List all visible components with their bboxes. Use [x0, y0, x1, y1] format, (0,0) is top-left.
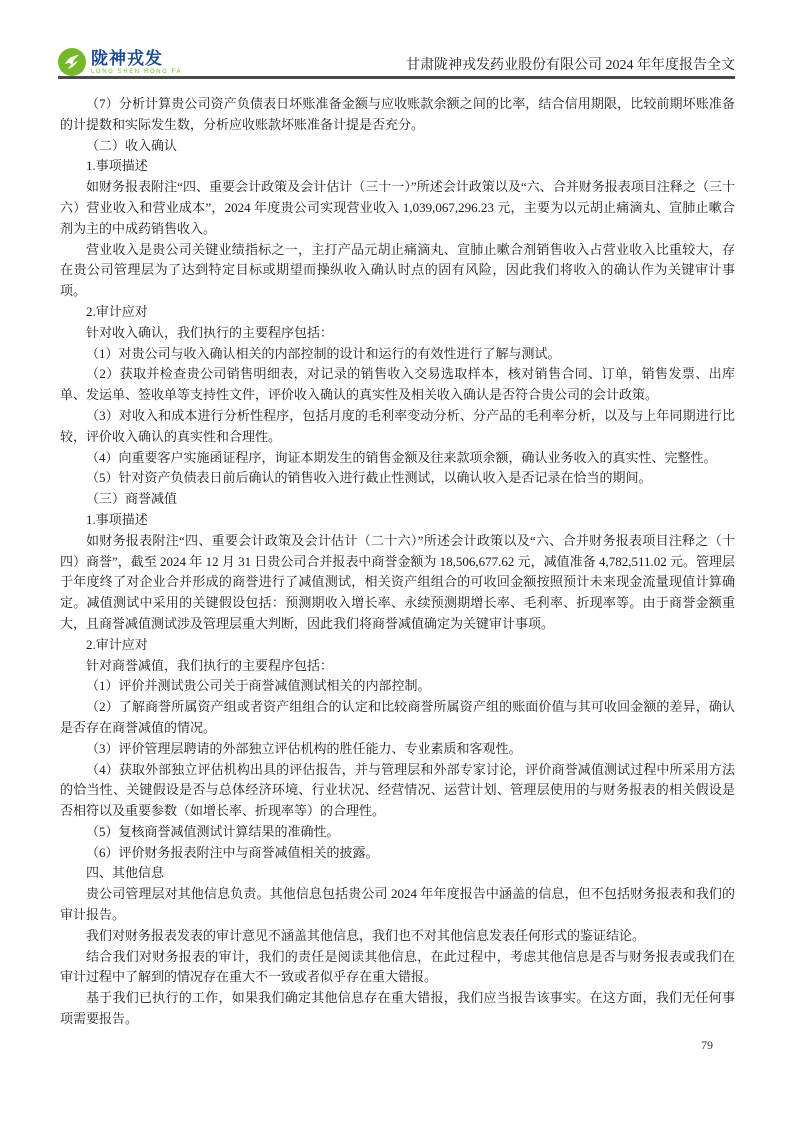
paragraph: （3）评价管理层聘请的外部独立评估机构的胜任能力、专业素质和客观性。 — [86, 740, 522, 756]
paragraph: （二）收入确认 — [86, 137, 178, 153]
paragraph: 针对商誉减值，我们执行的主要程序包括： — [86, 657, 334, 673]
paragraph: 营业收入是贵公司关键业绩指标之一，主打产品元胡止痛滴丸、宣肺止嗽合剂销售收入占营业收入比重较大，存在贵公司管理层为了达到特定目标或期望而操纵收入确认时点的固有风险，因此我们将收入的确认作为关键审计事项。 — [60, 241, 735, 299]
report-title: 甘肃陇神戎发药业股份有限公司 2024 年年度报告全文 — [406, 58, 735, 73]
company-logo — [58, 48, 182, 76]
document-body — [60, 94, 735, 1030]
paragraph: （3）对收入和成本进行分析性程序，包括月度的毛利率变动分析、分产品的毛利率分析，以及与上年同期进行比较，评价收入确认的真实性和合理性。 — [60, 407, 735, 444]
logo-text — [91, 50, 182, 75]
paragraph: （5）复核商誉减值测试计算结果的准确性。 — [86, 823, 340, 839]
paragraph: （2）获取并检查贵公司销售明细表，对记录的销售收入交易选取样本，核对销售合同、订单，销售发票、出库单、发运单、签收单等支持性文件，评价收入确认的真实性及相关收入确认是否符合贵公司的会计政策。 — [60, 366, 735, 403]
paragraph: 贵公司管理层对其他信息负责。其他信息包括贵公司 2024 年年度报告中涵盖的信息，但不包括财务报表和我们的审计报告。 — [60, 886, 735, 923]
paragraph: 结合我们对财务报表的审计，我们的责任是阅读其他信息，在此过程中，考虑其他信息是否与财务报表或我们在审计过程中了解到的情况存在重大不一致或者似乎存在重大错报。 — [60, 948, 735, 985]
paragraph: （1）对贵公司与收入确认相关的内部控制的设计和运行的有效性进行了解与测试。 — [86, 345, 561, 361]
paragraph: （6）评价财务报表附注中与商誉减值相关的披露。 — [86, 844, 379, 860]
paragraph: （2）了解商誉所属资产组或者资产组组合的认定和比较商誉所属资产组的账面价值与其可收回金额的差异，确认是否存在商誉减值的情况。 — [60, 699, 735, 735]
logo-name-cn: 陇神戎发 — [91, 48, 163, 68]
paragraph: （三）商誉减值 — [86, 491, 178, 507]
paragraph: 2.审计应对 — [86, 303, 148, 319]
paragraph: 1.事项描述 — [86, 158, 148, 174]
paragraph: 1.事项描述 — [86, 511, 148, 527]
paragraph: （4）向重要客户实施函证程序，询证本期发生的销售金额及往来款项余额，确认业务收入的真实性、完整性。 — [86, 449, 717, 465]
paragraph: （7）分析计算贵公司资产负债表日坏账准备金额与应收账款余额之间的比率，结合信用期限，比较前期坏账准备的计提数和实际发生数，分析应收账款坏账准备计提是否充分。 — [60, 96, 735, 132]
page-number: 79 — [701, 1038, 713, 1052]
paragraph: 基于我们已执行的工作，如果我们确定其他信息存在重大错报，我们应当报告该事实。在这方面，我们无任何事项需要报告。 — [60, 990, 735, 1027]
paragraph: 如财务报表附注“四、重要会计政策及会计估计（二十六）”所述会计政策以及“六、合并财务报表项目注释之（十四）商誉”，截至 2024 年 12 月 31 日贵公司合并报表中商誉金额为 18,506,677.62 元，减值准备 4,782,511.02 元。管理层于年度终了对企业合并形成的商誉进行了减值测试，相关资产组组合的可收回金额按照预计未来现金流量现值计算确定。减值测试中采用的关键假设包括：预测期收入增长率、永续预测期增长率、毛利率、折现率等。由于商誉金额重大，且商誉减值测试涉及管理层重大判断，因此我们将商誉减值确定为关键审计事项。 — [60, 532, 735, 631]
logo-bird-icon — [58, 48, 86, 76]
paragraph: （1）评价并测试贵公司关于商誉减值测试相关的内部控制。 — [86, 678, 431, 694]
paragraph: （4）获取外部独立评估机构出具的评估报告，并与管理层和外部专家讨论，评价商誉减值测试过程中所采用方法的恰当性、关键假设是否与总体经济环境、行业状况、经营情况、运营计划、管理层使用的与财务报表的相关假设是否相符以及重要参数（如增长率、折现率等）的合理性。 — [60, 761, 735, 819]
paragraph: 针对收入确认，我们执行的主要程序包括： — [86, 324, 334, 340]
logo-name-en: LONG SHEN RONG FA — [91, 68, 183, 75]
paragraph: （5）针对资产负债表日前后确认的销售收入进行截止性测试，以确认收入是否记录在恰当的期间。 — [86, 470, 652, 486]
header-divider — [58, 76, 735, 79]
page-header — [58, 42, 735, 76]
paragraph: 2.审计应对 — [86, 636, 148, 652]
paragraph: 如财务报表附注“四、重要会计政策及会计估计（三十一）”所述会计政策以及“六、合并财务报表项目注释之（三十六）营业收入和营业成本”，2024 年度贵公司实现营业收入 1,039,067,296.23 元，主要为以元胡止痛滴丸、宣肺止嗽合剂为主的中成药销售收入。 — [60, 179, 735, 236]
paragraph: 我们对财务报表发表的审计意见不涵盖其他信息，我们也不对其他信息发表任何形式的鉴证结论。 — [86, 927, 646, 943]
paragraph: 四、其他信息 — [86, 865, 165, 881]
